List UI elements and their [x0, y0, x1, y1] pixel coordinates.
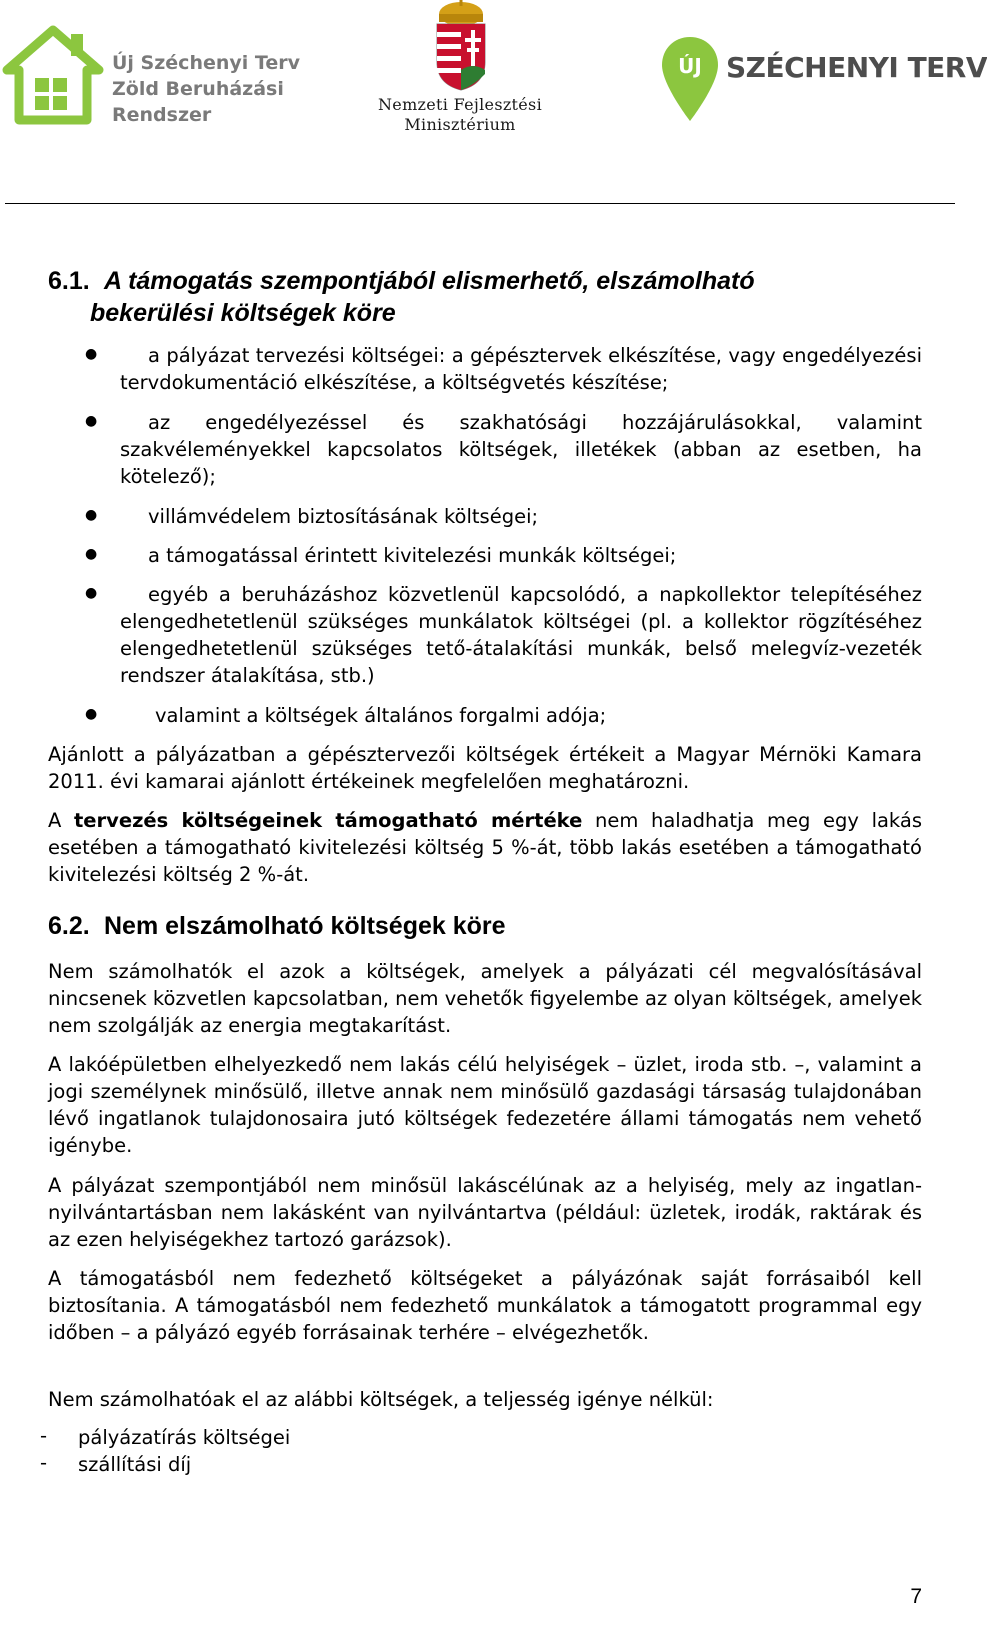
- location-pin-icon: [660, 35, 720, 123]
- section-title: Nem elszámolható költségek köre: [104, 912, 506, 940]
- page-number: 7: [910, 1585, 922, 1608]
- logo-line-3: Rendszer: [112, 104, 212, 126]
- paragraph: [48, 807, 922, 888]
- section-number-6-1: 6.1.: [48, 267, 90, 295]
- list-item: szállítási díj: [78, 1453, 192, 1476]
- dash-marker: -: [40, 1424, 48, 1447]
- paragraph: Nem számolhatóak el az alábbi költségek, a teljesség igénye nélkül:: [48, 1388, 714, 1411]
- logo-wordmark: SZÉCHENYI TERV: [726, 51, 987, 84]
- paragraph: Nem számolhatók el azok a költségek, amelyek a pályázati cél megvalósításával nincsenek közvetlen kapcsolatban, nem vehetők figyelembe az olyan költségek, amelyek nem szolgálják az energia megtakarítást.: [48, 960, 922, 1037]
- list-item: a pályázat tervezési költségei: a gépésztervek elkészítése, vagy engedélyezési tervdokumentáció elkészítése, a költségvetés készítése;: [120, 344, 922, 394]
- paragraph-bold-text: tervezés költségeinek támogatható mértéke: [73, 809, 583, 832]
- bullet-dot: ●: [85, 706, 98, 722]
- house-icon: [5, 26, 101, 124]
- list-item: villámvédelem biztosításának költségei;: [148, 505, 539, 528]
- nfm-logo: [365, 0, 555, 140]
- list-item: a támogatással érintett kivitelezési munkák költségei;: [148, 544, 677, 567]
- logo-line-2: Zöld Beruházási: [112, 78, 284, 100]
- section-number-6-2: 6.2.: [48, 912, 90, 940]
- section-title-line-2: bekerülési költségek köre: [90, 299, 396, 327]
- pin-badge: ÚJ: [678, 54, 702, 78]
- paragraph: A támogatásból nem fedezhető költségeket a pályázónak saját forrásaiból kell biztosítania. A támogatásból nem fedezhető munkálatok a támogatott programmal egy időben – a pályázó egyéb forrásainak terhére – elvégezhetők.: [48, 1267, 922, 1344]
- ministry-line-2: Minisztérium: [404, 115, 516, 134]
- list-item: pályázatírás költségei: [78, 1426, 291, 1449]
- bullet-dot: ●: [85, 585, 98, 601]
- paragraph-text: A: [48, 809, 74, 832]
- coat-of-arms-icon: [425, 0, 497, 92]
- logo-line-1: Új Széchenyi Terv: [112, 52, 300, 74]
- list-item: valamint a költségek általános forgalmi adója;: [155, 704, 607, 727]
- section-title-line-1: A támogatás szempontjából elismerhető, elszámolható: [104, 267, 755, 295]
- bullet-dot: ●: [85, 413, 98, 429]
- uszt-zbr-logo: [5, 20, 300, 130]
- bullet-dot: ●: [85, 346, 98, 362]
- page-header: [0, 0, 987, 200]
- header-divider: [5, 203, 955, 204]
- list-item: az engedélyezéssel és szakhatósági hozzájárulásokkal, valamint szakvéleményekkel kapcsolatos költségek, illetékek (abban az esetben, ha kötelező);: [120, 411, 922, 488]
- dash-marker: -: [40, 1451, 48, 1474]
- list-item: egyéb a beruházáshoz közvetlenül kapcsolódó, a napkollektor telepítéséhez elengedhetetlenül szükséges munkálatok költségei (pl. a kollektor rögzítéséhez elengedhetetlenül szükséges tető-átalakítási munkák, belső melegvíz-vezeték rendszer átalakítása, stb.): [120, 583, 922, 687]
- paragraph: A pályázat szempontjából nem minősül lakáscélúnak az a helyiség, mely az ingatlan-nyilvántartásban nem lakásként van nyilvántartva (például: üzletek, irodák, raktárak és az ezen helyiségekhez tartozó garázsok).: [48, 1174, 922, 1251]
- paragraph: Ajánlott a pályázatban a gépésztervezői költségek értékeit a Magyar Mérnöki Kamara 2011. évi kamarai ajánlott értékeinek megfelelően meghatározni.: [48, 743, 922, 793]
- paragraph-text: nem haladhatja meg egy lakás esetében a támogatható kivitelezési költség 5 %-át, több lakás esetében a támogatható kivitelezési költség 2 %-át.: [48, 809, 922, 886]
- uszt-logo: [660, 35, 987, 125]
- ministry-line-1: Nemzeti Fejlesztési: [378, 95, 542, 114]
- bullet-dot: ●: [85, 507, 98, 523]
- paragraph: A lakóépületben elhelyezkedő nem lakás célú helyiségek – üzlet, iroda stb. –, valamint a jogi személynek minősülő, illetve annak nem minősülő gazdasági társaság tulajdonában lévő ingatlanok tulajdonosaira jutó költségek fedezetére állami támogatás nem vehető igénybe.: [48, 1053, 922, 1157]
- bullet-dot: ●: [85, 546, 98, 562]
